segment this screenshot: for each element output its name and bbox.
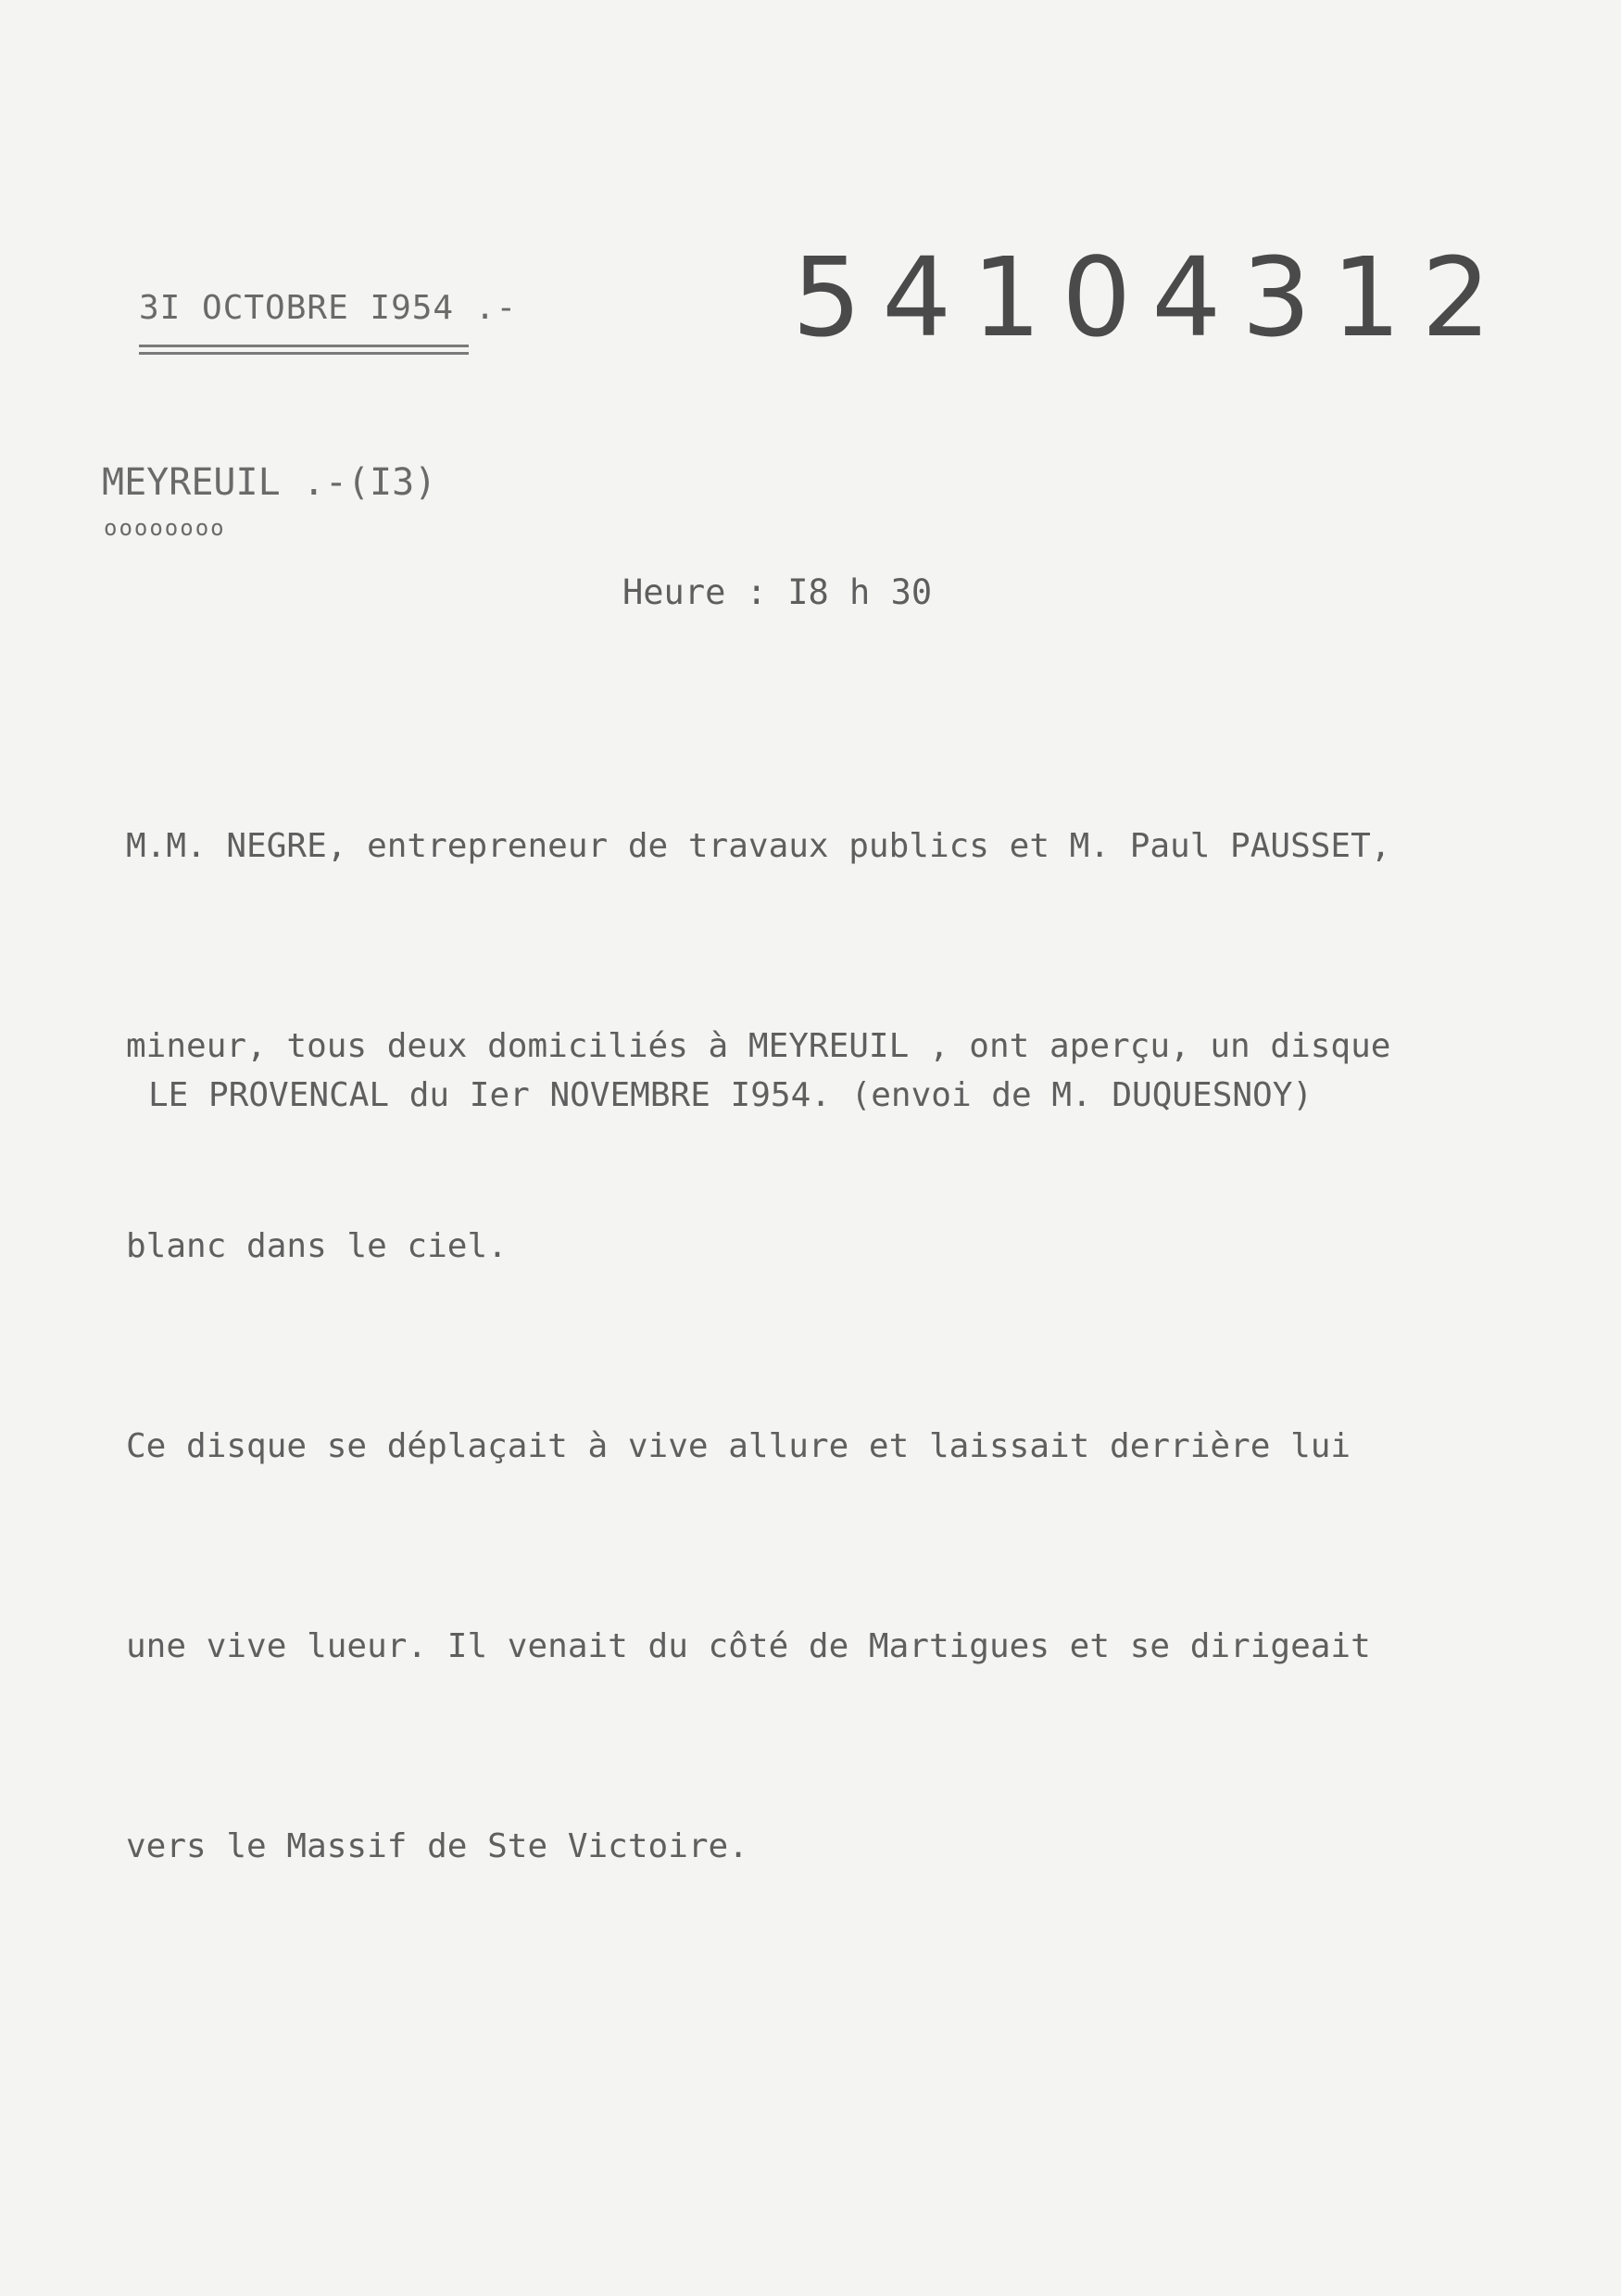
reference-number: 54104312 — [792, 233, 1512, 361]
body-line: M.M. NEGRE, entrepreneur de travaux publics et M. Paul PAUSSET, — [126, 827, 1391, 865]
body-line: Ce disque se déplaçait à vive allure et laissait derrière lui — [126, 1427, 1351, 1465]
body-line: une vive lueur. Il venait du côté de Martigues et se dirigeait — [126, 1627, 1371, 1665]
date-underline — [139, 345, 469, 347]
time-line: Heure : I8 h 30 — [622, 572, 933, 612]
body-line: mineur, tous deux domiciliés à MEYREUIL , ont aperçu, un disque — [126, 1027, 1391, 1065]
report-body — [126, 680, 1515, 2014]
document-date: 3I OCTOBRE I954 .- — [139, 289, 518, 327]
body-line: blanc dans le ciel. — [126, 1227, 508, 1265]
place-underline: oooooooo — [104, 515, 226, 541]
place-heading: MEYREUIL .-(I3) — [102, 461, 437, 504]
body-line: vers le Massif de Ste Victoire. — [126, 1827, 748, 1865]
source-citation: LE PROVENCAL du Ier NOVEMBRE I954. (envoi de M. DUQUESNOY) — [148, 1076, 1313, 1114]
date-underline-second — [139, 352, 469, 355]
